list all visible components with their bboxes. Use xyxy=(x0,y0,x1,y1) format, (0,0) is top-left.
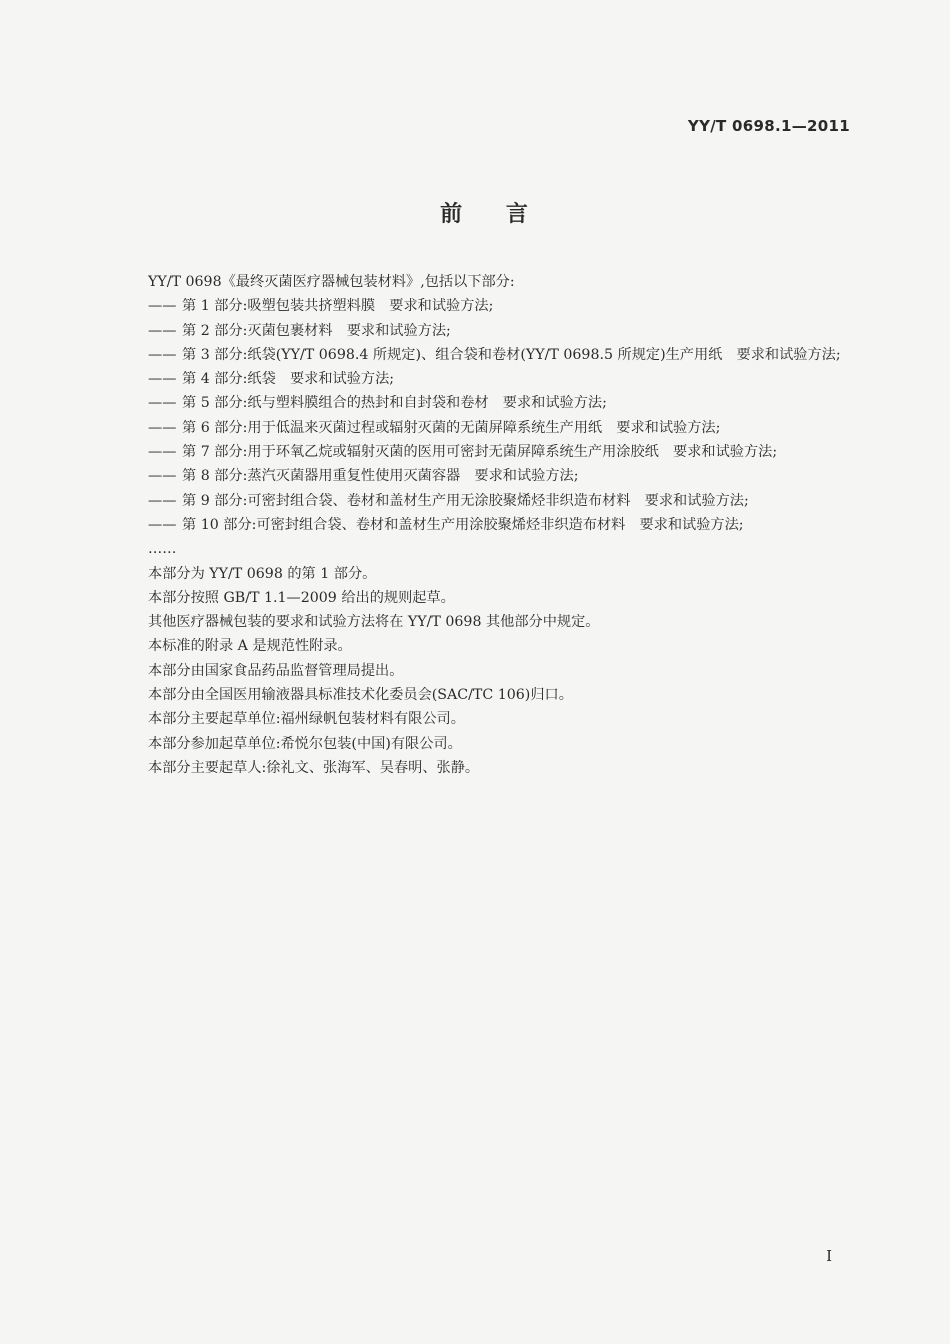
statement: 本部分主要起草单位:福州绿帆包装材料有限公司。 xyxy=(148,711,465,728)
statement: 本标准的附录 A 是规范性附录。 xyxy=(148,638,352,655)
part-text: 第 7 部分:用于环氧乙烷或辐射灭菌的医用可密封无菌屏障系统生产用涂胶纸 要求和试验方法; xyxy=(182,444,778,461)
part-item-6 xyxy=(148,416,854,440)
part-text: 第 4 部分:纸袋 要求和试验方法; xyxy=(182,371,395,388)
ellipsis: …… xyxy=(148,541,177,558)
part-item-1 xyxy=(148,294,854,318)
dash: —— xyxy=(148,444,177,461)
part-text: 第 6 部分:用于低温来灭菌过程或辐射灭菌的无菌屏障系统生产用纸 要求和试验方法; xyxy=(182,419,721,436)
statement: 本部分参加起草单位:希悦尔包装(中国)有限公司。 xyxy=(148,735,462,752)
part-text: 第 8 部分:蒸汽灭菌器用重复性使用灭菌容器 要求和试验方法; xyxy=(182,468,579,485)
dash: —— xyxy=(148,492,177,509)
part-text: 第 10 部分:可密封组合袋、卷材和盖材生产用涂胶聚烯烃非织造布材料 要求和试验方法; xyxy=(182,516,744,533)
part-text: 第 3 部分:纸袋(YY/T 0698.4 所规定)、组合袋和卷材(YY/T 0698.5 所规定)生产用纸 要求和试验方法; xyxy=(182,346,841,363)
dash: —— xyxy=(148,346,177,363)
part-item-7 xyxy=(148,440,854,464)
intro-paragraph: YY/T 0698《最终灭菌医疗器械包装材料》,包括以下部分: xyxy=(148,274,515,290)
statement: 本部分为 YY/T 0698 的第 1 部分。 xyxy=(148,565,377,582)
part-text: 第 1 部分:吸塑包装共挤塑料膜 要求和试验方法; xyxy=(182,298,494,315)
part-item-8 xyxy=(148,464,854,488)
dash: —— xyxy=(148,419,177,436)
part-text: 第 5 部分:纸与塑料膜组合的热封和自封袋和卷材 要求和试验方法; xyxy=(182,395,607,412)
standard-code: YY/T 0698.1—2011 xyxy=(687,117,850,135)
part-item-10 xyxy=(148,513,854,537)
page-number: I xyxy=(826,1247,832,1265)
statement: 本部分按照 GB/T 1.1—2009 给出的规则起草。 xyxy=(148,589,455,606)
part-text: 第 2 部分:灭菌包裹材料 要求和试验方法; xyxy=(182,322,451,339)
dash: —— xyxy=(148,468,177,485)
part-item-3 xyxy=(148,343,854,367)
page-title: 前 言 xyxy=(440,202,546,227)
part-item-4 xyxy=(148,367,854,391)
part-text: 第 9 部分:可密封组合袋、卷材和盖材生产用无涂胶聚烯烃非织造布材料 要求和试验方法; xyxy=(182,492,749,509)
statement: 本部分主要起草人:徐礼文、张海军、吴春明、张静。 xyxy=(148,759,480,776)
part-item-2 xyxy=(148,319,854,343)
dash: —— xyxy=(148,298,177,315)
part-item-5 xyxy=(148,391,854,415)
statement: 本部分由国家食品药品监督管理局提出。 xyxy=(148,662,404,679)
body-text xyxy=(148,270,854,780)
part-item-9 xyxy=(148,489,854,513)
dash: —— xyxy=(148,516,177,533)
dash: —— xyxy=(148,395,177,412)
statement: 其他医疗器械包装的要求和试验方法将在 YY/T 0698 其他部分中规定。 xyxy=(148,614,600,631)
statement: 本部分由全国医用输液器具标准技术化委员会(SAC/TC 106)归口。 xyxy=(148,687,573,704)
dash: —— xyxy=(148,322,177,339)
dash: —— xyxy=(148,371,177,388)
